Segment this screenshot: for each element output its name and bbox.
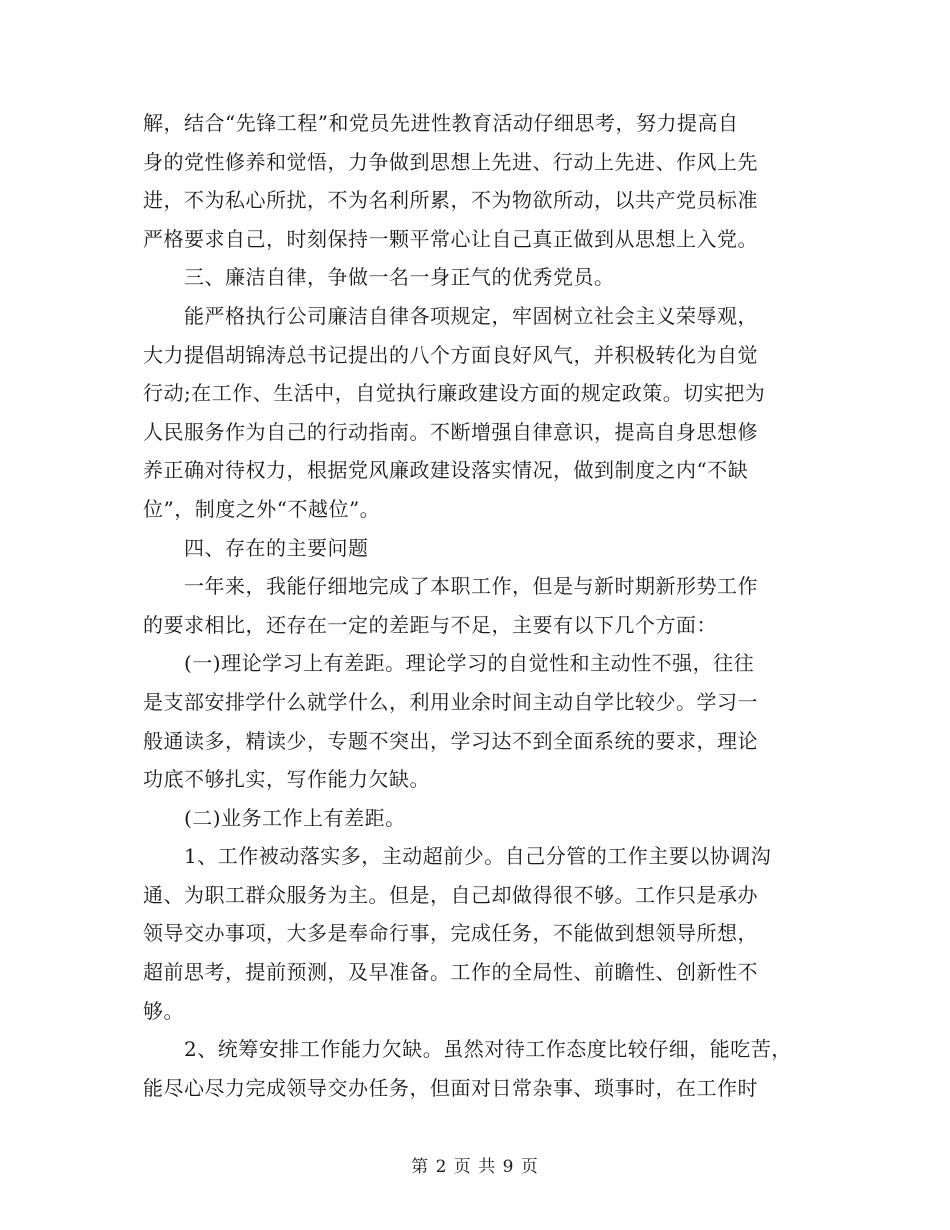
text-line: 一年来，我能仔细地完成了本职工作，但是与新时期新形势工作 [143, 574, 758, 599]
text-line: 是支部安排学什么就学什么，利用业余时间主动自学比较少。学习一 [143, 689, 758, 714]
text-line: 2、统筹安排工作能力欠缺。虽然对待工作态度比较仔细，能吃苦， [143, 1037, 792, 1062]
text-line: 大力提倡胡锦涛总书记提出的八个方面良好风气，并积极转化为自觉 [143, 342, 758, 367]
text-line: 超前思考，提前预测，及早准备。工作的全局性、前瞻性、创新性不 [143, 960, 758, 985]
text-line: 身的党性修养和觉悟，力争做到思想上先进、行动上先进、作风上先 [143, 149, 758, 174]
section-heading: 三、廉洁自律，争做一名一身正气的优秀党员。 [143, 265, 615, 290]
text-line: 能尽心尽力完成领导交办任务，但面对日常杂事、琐事时，在工作时 [143, 1075, 758, 1100]
text-line: 领导交办事项，大多是奉命行事，完成任务，不能做到想领导所想， [143, 921, 758, 946]
page-number-footer: 第 2 页 共 9 页 [411, 1157, 539, 1177]
text-line: (一)理论学习上有差距。理论学习的自觉性和主动性不强，往往 [143, 651, 755, 676]
text-line: 解，结合“先锋工程”和党员先进性教育活动仔细思考，努力提高自 [143, 111, 739, 135]
section-heading: 四、存在的主要问题 [143, 535, 369, 560]
subsection-heading: (二)业务工作上有差距。 [143, 805, 406, 830]
text-line: 进，不为私心所扰，不为名利所累，不为物欲所动，以共产党员标准 [143, 188, 758, 213]
text-line: 能严格执行公司廉洁自律各项规定，牢固树立社会主义荣辱观， [143, 303, 758, 328]
text-line: 的要求相比，还存在一定的差距与不足，主要有以下几个方面： [143, 612, 717, 637]
text-line: 般通读多，精读少，专题不突出，学习达不到全面系统的要求，理论 [143, 728, 758, 753]
text-line: 通、为职工群众服务为主。但是，自己却做得很不够。工作只是承办 [143, 882, 758, 907]
text-line: 养正确对待权力，根据党风廉政建设落实情况，做到制度之内“不缺 [143, 458, 749, 483]
text-line: 够。 [143, 998, 184, 1023]
text-line: 位”，制度之外“不越位”。 [143, 496, 381, 521]
text-line: 行动;在工作、生活中，自觉执行廉政建设方面的规定政策。切实把为 [143, 381, 766, 406]
text-line: 人民服务作为自己的行动指南。不断增强自律意识，提高自身思想修 [143, 419, 758, 444]
document-body [143, 104, 823, 1107]
text-line: 1、工作被动落实多，主动超前少。自己分管的工作主要以协调沟 [143, 844, 772, 869]
text-line: 严格要求自己，时刻保持一颗平常心让自己真正做到从思想上入党。 [143, 226, 758, 251]
text-line: 功底不够扎实，写作能力欠缺。 [143, 767, 430, 792]
